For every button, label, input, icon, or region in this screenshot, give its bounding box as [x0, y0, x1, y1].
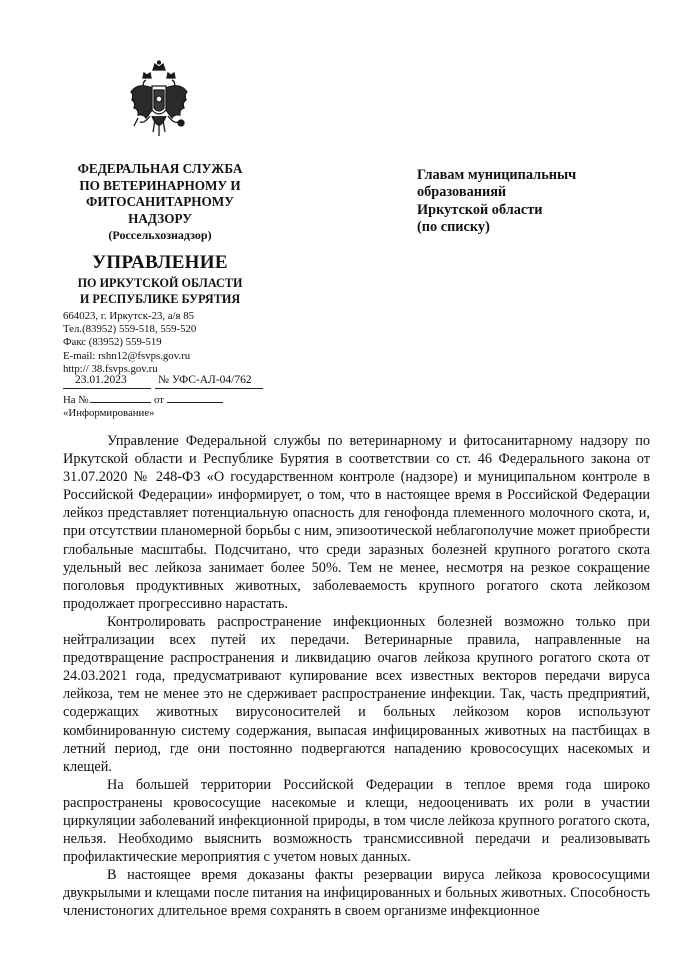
letter-body [63, 432, 650, 921]
fax: Факс (83952) 559-519 [63, 336, 162, 349]
number-underline [155, 388, 263, 389]
recipient-line: образованияй [417, 184, 507, 201]
registration-number: № УФС-АЛ-04/762 [158, 374, 252, 386]
letter-topic: «Информирование» [63, 407, 155, 420]
agency-name [60, 161, 260, 244]
registration-date: 23.01.2023 [75, 374, 127, 386]
body-paragraph: В настоящее время доказаны факты резервации вируса лейкоза кровососущими двукрылыми и клещами после питания на инфицированных и больных животных. Способность членистоногих длительное время сохранять в своем организме инфекционное [63, 867, 650, 920]
recipient-line: Главам муниципальныч [417, 167, 577, 183]
body-paragraph: На большей территории Российской Федерации в теплое время года широко распространены кровососущие насекомые и клещи, недооценивать их роли в участии циркуляции заболеваний инфекционной природы, в том числе лейкоза крупного рогатого скота, нельзя. Необходимо выяснить возможность трансмиссивной передачи и реализовывать профилактические мероприятия с учетом новых данных. [63, 776, 650, 866]
region-line: ПО ИРКУТСКОЙ ОБЛАСТИ [77, 276, 243, 290]
region-line: И РЕСПУБЛИКЕ БУРЯТИЯ [79, 291, 241, 306]
reference-number-blank [91, 393, 151, 403]
recipient-line: Иркутской области [417, 201, 543, 218]
reference-line [63, 393, 223, 407]
reference-date-blank [167, 393, 223, 403]
contact-block [63, 310, 196, 376]
agency-line: ПО ВЕТЕРИНАРНОМУ И [79, 177, 241, 193]
website: http:// 38.fsvps.gov.ru [63, 362, 158, 375]
postal-address: 664023, г. Иркутск-23, а/я 85 [63, 310, 195, 322]
coat-of-arms-emblem [128, 60, 190, 146]
body-paragraph: Контролировать распространение инфекционных болезней возможно только при нейтрализации всех путей их передачи. Ветеринарные правила, направленные на предотвращение распространения и ликвидацию очагов лейкоза крупного рогатого скота от 24.03.2021 года, предусматривают купирование всех известных векторов передачи вируса лейкоза, тем не менее это не сдерживает распространение инфекции. Так, часть предприятий, содержащих животных вирусоносителей и больных лейкозом коров используют комбинированную систему содержания, выпасая инфицированных животных на пастбищах в летний период, где они постоянно подвергаются нападению кровососущих насекомых и клещей. [63, 613, 650, 775]
reference-from: от [154, 394, 164, 406]
body-paragraph: Управление Федеральной службы по ветеринарному и фитосанитарному надзору по Иркутской области и Республике Бурятия в соответствии со ст. 46 Федерального закона от 31.07.2020 № 248-ФЗ «О государственном контроле (надзоре) и муниципальном контроле в Российской Федерации» информирует, о том, что в настоящее время в Российской Федерации лейкоз представляет потенциальную опасность для генофонда племенного молочного скота, и, при отсутствии планомерной борьбы с ним, эпизоотической неблагополучие может приобрести глобальные масштабы. Подсчитано, что среди заразных болезней крупного рогатого скота удельный вес лейкоза занимает более 50%. Тем не менее, несмотря на резкое сокращение поголовья продуктивных животных, заболеваемость крупного рогатого скота лейкозом продолжает прогрессивно нарастать. [63, 433, 650, 612]
department-region [60, 276, 260, 307]
phone: Тел.(83952) 559-518, 559-520 [63, 323, 197, 336]
recipient-block [417, 167, 576, 236]
email: E-mail: rshn12@fsvps.gov.ru [63, 349, 191, 362]
agency-line: НАДЗОРУ [128, 210, 192, 226]
department-title: УПРАВЛЕНИЕ [92, 252, 228, 273]
date-underline [63, 388, 151, 389]
agency-line: ФЕДЕРАЛЬНАЯ СЛУЖБА [77, 161, 243, 176]
reference-block [63, 393, 223, 420]
recipient-line: (по списку) [417, 218, 490, 235]
agency-line: ФИТОСАНИТАРНОМУ [86, 194, 234, 209]
reference-prefix: На №. [63, 394, 92, 406]
agency-short-name: (Россельхознадзор) [108, 228, 212, 242]
